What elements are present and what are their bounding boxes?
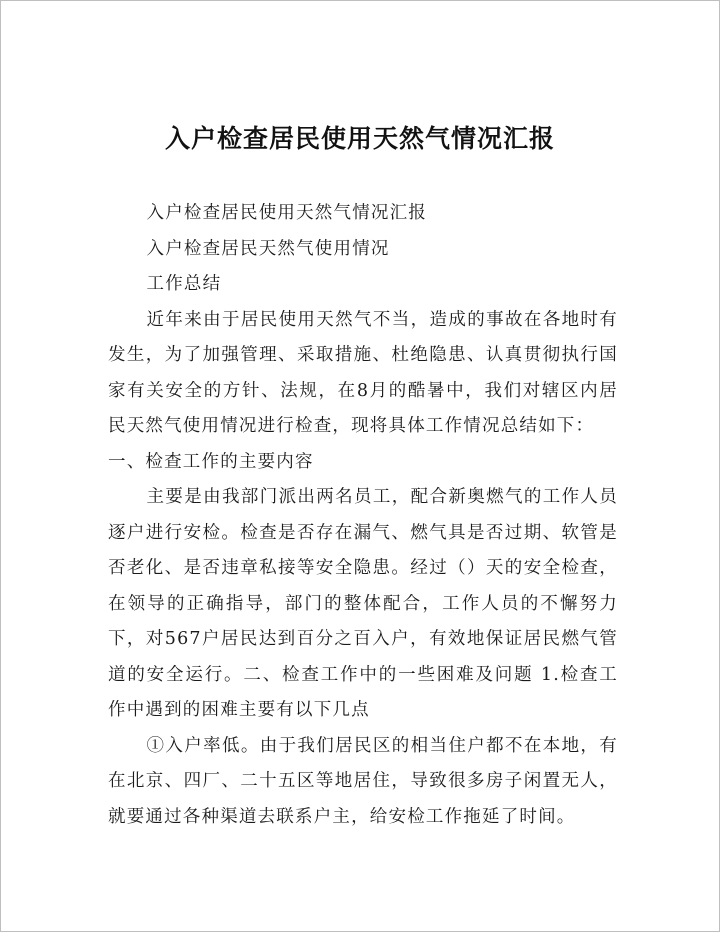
- document-body: [108, 196, 618, 835]
- paragraph-summary-label: 工作总结: [146, 274, 222, 294]
- paragraph-inspection-details: 主要是由我部门派出两名员工，配合新奥燃气的工作人员逐户进行安检。检查是否存在漏气、燃气具是否过期、软管是否老化、是否违章私接等安全隐患。经过（）天的安全检查，在领导的正确指导，部门的整体配合，工作人员的不懈努力下，对567户居民达到百分之百入户，有效地保证居民燃气管道的安全运行。二、检查工作中的一些困难及问题 1.检查工作中遇到的困难主要有以下几点: [108, 487, 618, 720]
- paragraph-introduction: 近年来由于居民使用天然气不当，造成的事故在各地时有发生，为了加强管理、采取措施、杜绝隐患、认真贯彻执行国家有关安全的方针、法规，在8月的酷暑中，我们对辖区内居民天然气使用情况进行检查，现将具体工作情况总结如下：: [108, 309, 618, 436]
- paragraph-heading-repeat: 入户检查居民使用天然气情况汇报: [146, 203, 427, 223]
- paragraph-low-entry-rate: ①入户率低。由于我们居民区的相当住户都不在本地，有在北京、四厂、二十五区等地居住，导致很多房子闲置无人，就要通过各种渠道去联系户主，给安检工作拖延了时间。: [108, 735, 618, 827]
- document-title: 入户检查居民使用天然气情况汇报: [164, 124, 555, 153]
- section-heading-inspection-content: 一、检查工作的主要内容: [108, 451, 314, 472]
- paragraph-subtitle: 入户检查居民天然气使用情况: [146, 238, 390, 259]
